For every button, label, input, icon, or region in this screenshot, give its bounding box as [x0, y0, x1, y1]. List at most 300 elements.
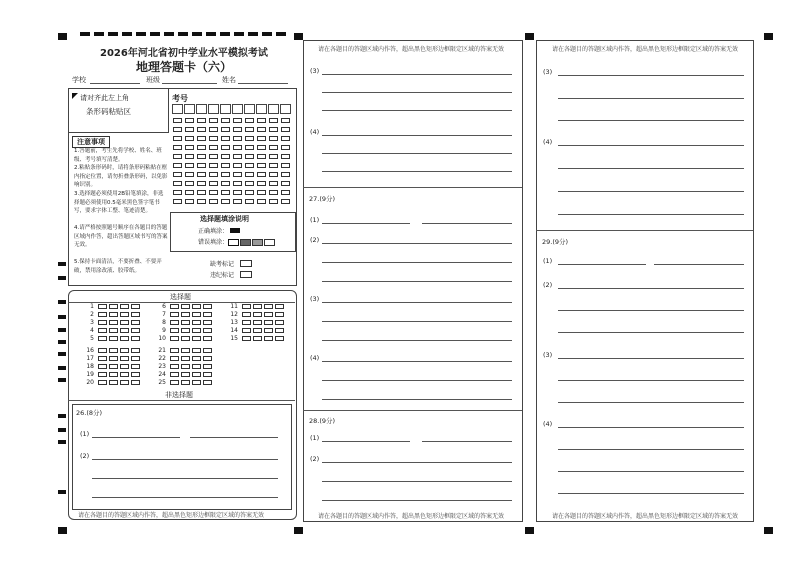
choice-bubble[interactable] [98, 364, 107, 369]
choice-bubble[interactable] [98, 348, 107, 353]
choice-bubble[interactable] [181, 320, 190, 325]
absent-mark-box[interactable] [240, 260, 252, 267]
middle-answer-line[interactable] [322, 153, 512, 154]
exam-no-bubble[interactable] [245, 172, 254, 177]
q29-answer-line[interactable] [558, 493, 744, 494]
q26-answer-line[interactable] [190, 437, 278, 438]
choice-bubble[interactable] [109, 380, 118, 385]
choice-bubble[interactable] [120, 364, 129, 369]
middle-answer-line[interactable] [322, 110, 512, 111]
exam-no-bubble[interactable] [209, 172, 218, 177]
choice-bubble[interactable] [253, 312, 262, 317]
exam-no-bubble[interactable] [221, 154, 230, 159]
registration-mark [294, 33, 303, 40]
nonchoice-divider [68, 400, 295, 401]
choice-bubble[interactable] [109, 328, 118, 333]
exam-no-bubble[interactable] [257, 190, 266, 195]
name-label: 姓名 [222, 76, 236, 84]
choice-bubble[interactable] [275, 328, 284, 333]
choice-bubble[interactable] [131, 328, 140, 333]
warning-text: 请在各题目的答题区域内作答，超出黑色矩形边框限定区域的答案无效 [78, 512, 265, 519]
warning-text: 请在各题目的答题区域内作答，超出黑色矩形边框限定区域的答案无效 [552, 513, 739, 520]
choice-bubble[interactable] [192, 328, 201, 333]
exam-no-bubble[interactable] [185, 127, 194, 132]
exam-no-bubble[interactable] [209, 199, 218, 204]
choice-bubble[interactable] [264, 328, 273, 333]
exam-no-bubble[interactable] [173, 190, 182, 195]
q29-answer-line[interactable] [654, 264, 744, 265]
exam-no-cell[interactable] [268, 104, 279, 114]
exam-no-bubble[interactable] [173, 172, 182, 177]
exam-no-bubble[interactable] [209, 163, 218, 168]
q26-sub4: (4) [310, 128, 320, 136]
exam-no-cell[interactable] [208, 104, 219, 114]
exam-no-bubble[interactable] [281, 163, 290, 168]
exam-no-bubble[interactable] [221, 136, 230, 141]
right-answer-line[interactable] [558, 168, 744, 169]
exam-no-bubble[interactable] [185, 172, 194, 177]
exam-no-bubble[interactable] [209, 127, 218, 132]
exam-no-bubble[interactable] [197, 127, 206, 132]
school-field[interactable] [90, 83, 140, 84]
choice-number: 14 [230, 327, 238, 334]
choice-bubble[interactable] [170, 364, 179, 369]
exam-no-bubble[interactable] [233, 190, 242, 195]
exam-no-bubble[interactable] [221, 172, 230, 177]
choice-bubble[interactable] [181, 336, 190, 341]
fill-correct-label: 正确填涂： [198, 228, 229, 235]
choice-bubble[interactable] [253, 336, 262, 341]
choice-bubble[interactable] [170, 320, 179, 325]
choice-bubble[interactable] [242, 320, 251, 325]
exam-no-bubble[interactable] [197, 172, 206, 177]
q29-answer-line[interactable] [558, 402, 744, 403]
notes-title: 注意事项 [72, 136, 110, 148]
exam-no-bubble[interactable] [257, 154, 266, 159]
q27-answer-line[interactable] [422, 223, 512, 224]
q28-answer-line[interactable] [322, 462, 512, 463]
choice-bubble[interactable] [203, 348, 212, 353]
timing-mark [58, 490, 66, 494]
choice-bubble[interactable] [253, 320, 262, 325]
q26-answer-line[interactable] [92, 459, 278, 460]
exam-no-bubble[interactable] [209, 118, 218, 123]
q27-answer-line[interactable] [322, 243, 512, 244]
choice-bubble[interactable] [98, 336, 107, 341]
exam-no-bubble[interactable] [221, 118, 230, 123]
q26-label: 26.(8分) [76, 409, 103, 417]
choice-bubble[interactable] [253, 304, 262, 309]
exam-no-bubble[interactable] [185, 181, 194, 186]
choice-bubble[interactable] [131, 304, 140, 309]
choice-number: 4 [90, 327, 94, 334]
exam-no-bubble[interactable] [257, 181, 266, 186]
exam-no-bubble[interactable] [269, 118, 278, 123]
warning-text: 请在各题目的答题区域内作答，超出黑色矩形边框限定区域的答案无效 [318, 46, 505, 53]
choice-number: 12 [230, 311, 238, 318]
exam-no-bubble[interactable] [209, 181, 218, 186]
q26-answer-line[interactable] [92, 497, 278, 498]
choice-bubble[interactable] [203, 320, 212, 325]
q29-divider [536, 230, 753, 231]
violation-mark-box[interactable] [240, 271, 252, 278]
q27-answer-line[interactable] [322, 321, 512, 322]
exam-no-bubble[interactable] [233, 127, 242, 132]
exam-no-bubble[interactable] [233, 163, 242, 168]
q27-answer-line[interactable] [322, 380, 512, 381]
q27-answer-line[interactable] [322, 281, 512, 282]
exam-no-bubble[interactable] [185, 136, 194, 141]
choice-number: 2 [90, 311, 94, 318]
exam-no-cell[interactable] [256, 104, 267, 114]
choice-bubble[interactable] [109, 348, 118, 353]
exam-no-bubble[interactable] [233, 154, 242, 159]
choice-bubble[interactable] [203, 336, 212, 341]
choice-bubble[interactable] [264, 336, 273, 341]
choice-bubble[interactable] [109, 356, 118, 361]
choice-bubble[interactable] [109, 312, 118, 317]
exam-no-bubble[interactable] [197, 199, 206, 204]
choice-bubble[interactable] [181, 304, 190, 309]
exam-no-bubble[interactable] [209, 136, 218, 141]
middle-answer-line[interactable] [322, 171, 512, 172]
exam-no-bubble[interactable] [173, 154, 182, 159]
exam-no-bubble[interactable] [209, 145, 218, 150]
q29-answer-line[interactable] [558, 427, 744, 428]
exam-no-cell[interactable] [244, 104, 255, 114]
middle-answer-line[interactable] [322, 92, 512, 93]
q28-answer-line[interactable] [322, 481, 512, 482]
exam-no-bubble[interactable] [209, 154, 218, 159]
choice-number: 15 [230, 335, 238, 342]
q27-answer-line[interactable] [322, 399, 512, 400]
exam-no-bubble[interactable] [269, 181, 278, 186]
q27-answer-line[interactable] [322, 262, 512, 263]
choice-bubble[interactable] [242, 336, 251, 341]
name-field[interactable] [238, 83, 288, 84]
registration-mark [58, 33, 67, 40]
exam-no-bubble[interactable] [197, 163, 206, 168]
choice-bubble[interactable] [98, 320, 107, 325]
choice-bubble[interactable] [181, 328, 190, 333]
choice-bubble[interactable] [242, 304, 251, 309]
choice-bubble[interactable] [181, 348, 190, 353]
exam-no-bubble[interactable] [281, 154, 290, 159]
choice-number: 1 [90, 303, 94, 310]
exam-no-bubble[interactable] [197, 118, 206, 123]
choice-bubble[interactable] [203, 328, 212, 333]
q27-answer-line[interactable] [322, 302, 512, 303]
exam-no-bubble[interactable] [269, 127, 278, 132]
choice-bubble[interactable] [275, 304, 284, 309]
choice-bubble[interactable] [109, 372, 118, 377]
choice-bubble[interactable] [109, 364, 118, 369]
exam-no-bubble[interactable] [173, 181, 182, 186]
choice-bubble[interactable] [98, 312, 107, 317]
q29-answer-line[interactable] [558, 471, 744, 472]
exam-no-bubble[interactable] [257, 118, 266, 123]
q29-answer-line[interactable] [558, 380, 744, 381]
choice-bubble[interactable] [253, 328, 262, 333]
exam-no-bubble[interactable] [269, 136, 278, 141]
right-answer-line[interactable] [558, 145, 744, 146]
exam-no-bubble[interactable] [185, 163, 194, 168]
exam-no-cell[interactable] [232, 104, 243, 114]
choice-bubble[interactable] [170, 380, 179, 385]
choice-bubble[interactable] [98, 304, 107, 309]
choice-bubble[interactable] [203, 312, 212, 317]
exam-no-bubble[interactable] [269, 199, 278, 204]
choice-bubble[interactable] [109, 336, 118, 341]
choice-number: 20 [86, 379, 94, 386]
q29-answer-line[interactable] [558, 264, 646, 265]
choice-bubble[interactable] [203, 380, 212, 385]
choice-bubble[interactable] [120, 312, 129, 317]
choice-bubble[interactable] [170, 304, 179, 309]
choice-bubble[interactable] [170, 336, 179, 341]
exam-no-bubble[interactable] [245, 118, 254, 123]
q28-sub4: (4) [543, 138, 553, 146]
right-answer-line[interactable] [558, 191, 744, 192]
exam-no-bubble[interactable] [209, 190, 218, 195]
school-label: 学校 [72, 76, 86, 84]
choice-bubble[interactable] [109, 304, 118, 309]
choice-bubble[interactable] [120, 328, 129, 333]
exam-no-bubble[interactable] [281, 127, 290, 132]
choice-bubble[interactable] [192, 312, 201, 317]
choice-bubble[interactable] [120, 356, 129, 361]
exam-no-cell[interactable] [184, 104, 195, 114]
card-title: 地理答题卡（六） [136, 60, 233, 74]
q29-answer-line[interactable] [558, 449, 744, 450]
choice-bubble[interactable] [192, 320, 201, 325]
choice-bubble[interactable] [181, 380, 190, 385]
q26-answer-line[interactable] [92, 478, 278, 479]
choice-bubble[interactable] [275, 336, 284, 341]
exam-no-bubble[interactable] [245, 154, 254, 159]
choice-bubble[interactable] [192, 348, 201, 353]
choice-bubble[interactable] [242, 328, 251, 333]
choice-bubble[interactable] [192, 336, 201, 341]
q27-answer-line[interactable] [322, 340, 512, 341]
exam-no-bubble[interactable] [257, 136, 266, 141]
exam-no-cell[interactable] [196, 104, 207, 114]
choice-number: 24 [158, 371, 166, 378]
choice-bubble[interactable] [120, 372, 129, 377]
fill-guide-title: 选择题填涂说明 [200, 215, 249, 223]
q29-answer-line[interactable] [558, 288, 744, 289]
q28-answer-line[interactable] [322, 441, 410, 442]
timing-mark [58, 300, 66, 304]
exam-no-bubble[interactable] [257, 127, 266, 132]
exam-no-bubble[interactable] [185, 145, 194, 150]
choice-bubble[interactable] [170, 356, 179, 361]
exam-no-bubble[interactable] [245, 190, 254, 195]
exam-no-bubble[interactable] [281, 172, 290, 177]
choice-bubble[interactable] [264, 312, 273, 317]
exam-no-bubble[interactable] [257, 163, 266, 168]
exam-no-bubble[interactable] [245, 181, 254, 186]
exam-no-bubble[interactable] [245, 127, 254, 132]
warning-text: 请在各题目的答题区域内作答，超出黑色矩形边框限定区域的答案无效 [552, 46, 739, 53]
choice-bubble[interactable] [98, 356, 107, 361]
choice-bubble[interactable] [120, 320, 129, 325]
choice-bubble[interactable] [192, 364, 201, 369]
exam-no-bubble[interactable] [173, 127, 182, 132]
q29-answer-line[interactable] [558, 358, 744, 359]
exam-no-bubble[interactable] [197, 190, 206, 195]
q27-sub3: (3) [310, 295, 320, 303]
exam-no-bubble[interactable] [269, 172, 278, 177]
choice-bubble[interactable] [264, 304, 273, 309]
exam-no-bubble[interactable] [269, 163, 278, 168]
exam-no-bubble[interactable] [245, 136, 254, 141]
exam-no-bubble[interactable] [173, 163, 182, 168]
choice-bubble[interactable] [98, 328, 107, 333]
exam-no-bubble[interactable] [245, 163, 254, 168]
choice-bubble[interactable] [131, 356, 140, 361]
registration-mark [764, 527, 773, 534]
timing-mark [58, 440, 66, 444]
exam-no-bubble[interactable] [281, 190, 290, 195]
exam-no-bubble[interactable] [185, 118, 194, 123]
choice-bubble[interactable] [131, 320, 140, 325]
choice-bubble[interactable] [120, 348, 129, 353]
choice-bubble[interactable] [242, 312, 251, 317]
exam-no-bubble[interactable] [197, 145, 206, 150]
choice-bubble[interactable] [192, 380, 201, 385]
exam-no-cell[interactable] [172, 104, 183, 114]
class-field[interactable] [162, 83, 217, 84]
choice-bubble[interactable] [203, 356, 212, 361]
exam-no-bubble[interactable] [197, 136, 206, 141]
exam-no-bubble[interactable] [221, 127, 230, 132]
timing-mark [58, 428, 66, 432]
exam-no-bubble[interactable] [185, 190, 194, 195]
right-answer-line[interactable] [558, 98, 744, 99]
choice-bubble[interactable] [109, 320, 118, 325]
choice-bubble[interactable] [181, 312, 190, 317]
q28-answer-line[interactable] [322, 500, 512, 501]
choice-bubble[interactable] [131, 336, 140, 341]
right-answer-line[interactable] [558, 75, 744, 76]
q28-answer-line[interactable] [422, 441, 512, 442]
exam-no-cell[interactable] [220, 104, 231, 114]
choice-bubble[interactable] [203, 364, 212, 369]
timing-mark [58, 276, 66, 280]
q28-sub3: (3) [543, 68, 553, 76]
timing-mark [58, 262, 66, 266]
right-answer-line[interactable] [558, 214, 744, 215]
exam-no-bubble[interactable] [233, 145, 242, 150]
choice-bubble[interactable] [192, 372, 201, 377]
exam-no-bubble[interactable] [257, 172, 266, 177]
choice-bubble[interactable] [131, 348, 140, 353]
q26-answer-line[interactable] [92, 437, 180, 438]
exam-no-bubble[interactable] [245, 145, 254, 150]
exam-no-bubble[interactable] [233, 181, 242, 186]
right-answer-line[interactable] [558, 120, 744, 121]
exam-no-bubble[interactable] [173, 136, 182, 141]
exam-no-bubble[interactable] [173, 118, 182, 123]
exam-no-bubble[interactable] [221, 145, 230, 150]
choice-bubble[interactable] [181, 364, 190, 369]
exam-no-bubble[interactable] [221, 163, 230, 168]
exam-no-bubble[interactable] [269, 145, 278, 150]
choice-bubble[interactable] [203, 304, 212, 309]
choice-bubble[interactable] [131, 312, 140, 317]
exam-no-bubble[interactable] [197, 181, 206, 186]
choice-bubble[interactable] [120, 336, 129, 341]
choice-bubble[interactable] [131, 372, 140, 377]
choice-bubble[interactable] [181, 372, 190, 377]
exam-no-bubble[interactable] [269, 154, 278, 159]
choice-bubble[interactable] [170, 328, 179, 333]
barcode-instruction: 请对齐此左上角 [80, 94, 129, 102]
timing-mark [58, 366, 66, 370]
exam-no-bubble[interactable] [281, 118, 290, 123]
choice-bubble[interactable] [203, 372, 212, 377]
choice-bubble[interactable] [192, 304, 201, 309]
middle-answer-line[interactable] [322, 135, 512, 136]
middle-answer-line[interactable] [322, 74, 512, 75]
exam-no-bubble[interactable] [245, 199, 254, 204]
q27-answer-line[interactable] [322, 361, 512, 362]
exam-no-bubble[interactable] [173, 145, 182, 150]
choice-bubble[interactable] [192, 356, 201, 361]
exam-no-bubble[interactable] [233, 199, 242, 204]
choice-bubble[interactable] [98, 372, 107, 377]
exam-no-bubble[interactable] [221, 181, 230, 186]
choice-bubble[interactable] [131, 380, 140, 385]
exam-no-bubble[interactable] [281, 181, 290, 186]
choice-bubble[interactable] [120, 304, 129, 309]
choice-bubble[interactable] [170, 348, 179, 353]
exam-no-bubble[interactable] [281, 136, 290, 141]
exam-no-bubble[interactable] [269, 190, 278, 195]
exam-no-bubble[interactable] [281, 199, 290, 204]
exam-no-bubble[interactable] [173, 199, 182, 204]
choice-bubble[interactable] [275, 320, 284, 325]
choice-bubble[interactable] [131, 364, 140, 369]
choice-bubble[interactable] [275, 312, 284, 317]
exam-no-cell[interactable] [280, 104, 291, 114]
exam-no-bubble[interactable] [185, 154, 194, 159]
exam-no-bubble[interactable] [257, 199, 266, 204]
choice-bubble[interactable] [120, 380, 129, 385]
exam-no-bubble[interactable] [281, 145, 290, 150]
choice-bubble[interactable] [264, 320, 273, 325]
exam-no-bubble[interactable] [185, 199, 194, 204]
exam-no-bubble[interactable] [233, 136, 242, 141]
choice-number: 17 [86, 355, 94, 362]
q27-answer-line[interactable] [322, 223, 410, 224]
choice-bubble[interactable] [170, 312, 179, 317]
q29-answer-line[interactable] [558, 332, 744, 333]
choice-bubble[interactable] [170, 372, 179, 377]
exam-no-bubble[interactable] [233, 118, 242, 123]
q29-label: 29.(9分) [542, 238, 569, 246]
q29-answer-line[interactable] [558, 310, 744, 311]
exam-no-bubble[interactable] [197, 154, 206, 159]
q26-sub2: (2) [80, 452, 90, 460]
choice-bubble[interactable] [98, 380, 107, 385]
exam-no-bubble[interactable] [221, 190, 230, 195]
exam-no-bubble[interactable] [257, 145, 266, 150]
exam-no-bubble[interactable] [233, 172, 242, 177]
choice-bubble[interactable] [181, 356, 190, 361]
exam-no-bubble[interactable] [221, 199, 230, 204]
